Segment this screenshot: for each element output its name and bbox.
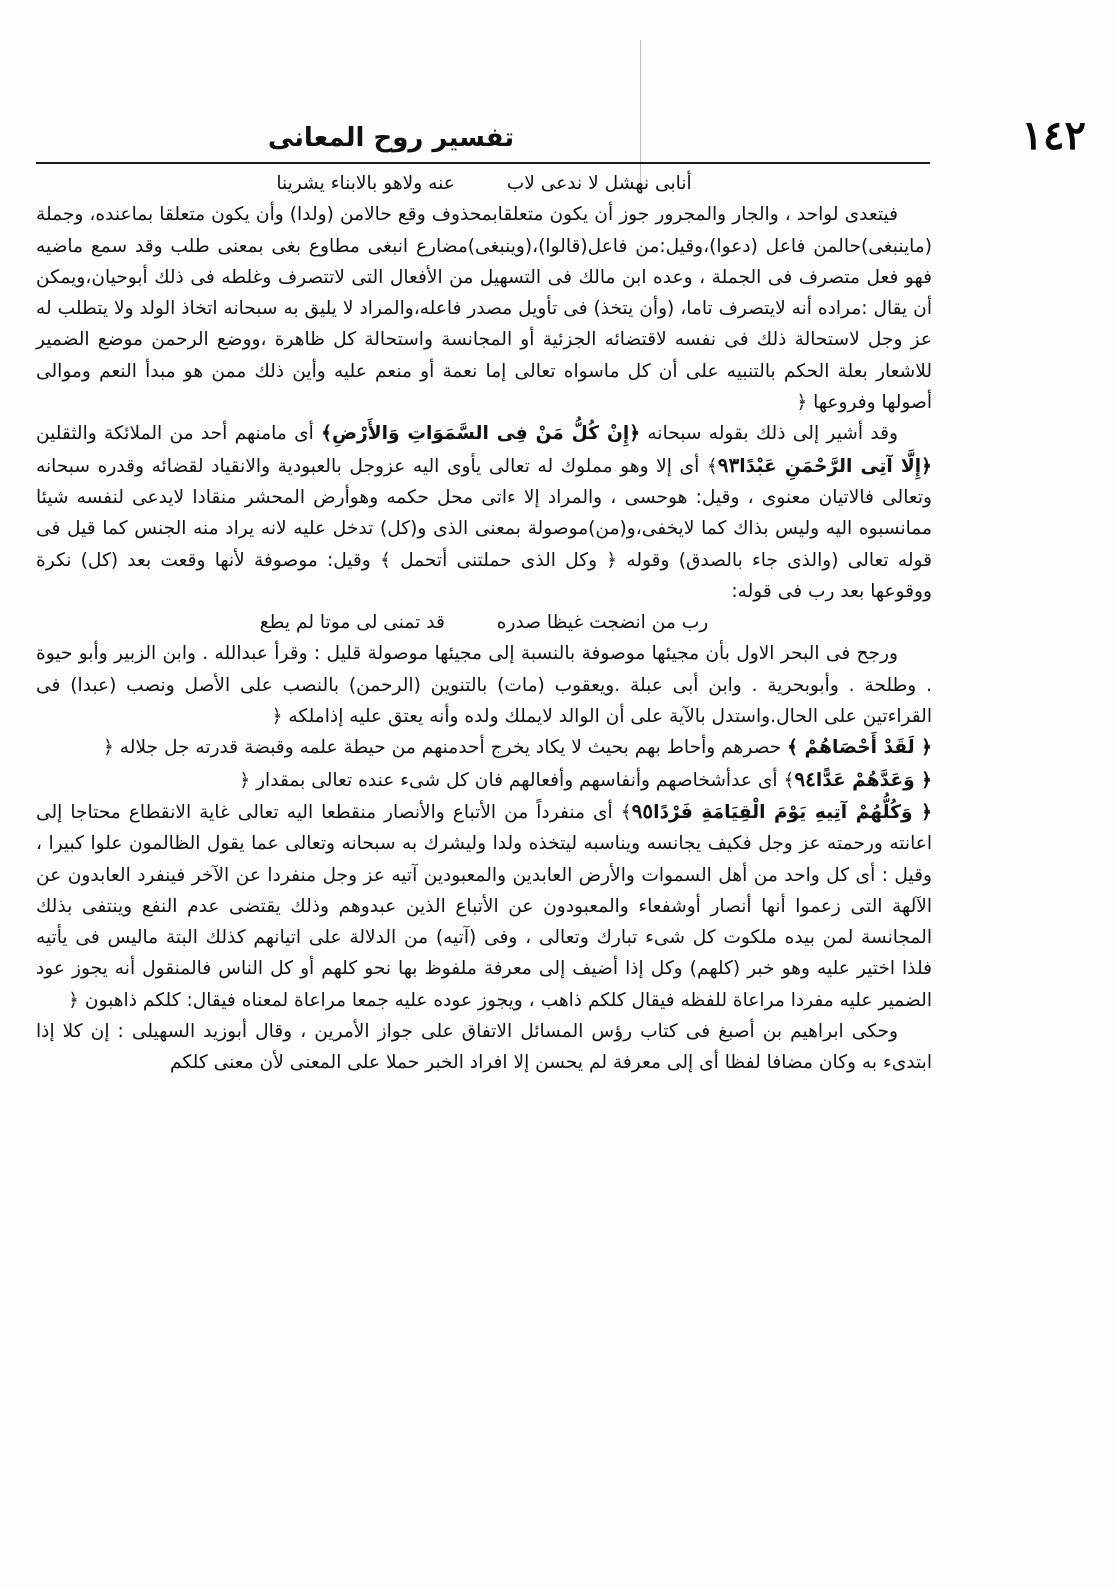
ayah-number-95: ٩٥	[631, 798, 654, 823]
quran-quote-2: ﴿إِلَّا آتِى الرَّحْمَنِ عَبْدًا	[739, 455, 932, 477]
header-rule	[36, 162, 930, 164]
paragraph-6-text: ﴾ أى منفرداً من الأتباع والأنصار منقطعا اليه تعالى غاية الانقطاع محتاجا إلى اعانته ورحمته عز وجل فكيف يجانسه ويناسبه ليتخذه ولدا وليشرك به سبحانه وتعالى عما يقول الظالمون علوا كبيرا ، وقيل : أى كل واحد من أهل السموات والأرض العابدين والمعبودين آتيه عز وجل منفردا عن الآخر فينفرد العابدون عن الآلهة التى زعموا أنها أنصار أوشفعاء والمعبودون عن الأتباع الذين عبدوهم وذلك يقتضى عدم النفع وينتفى بذلك المجانسة لمن بيده ملكوت كل شىء تبارك وتعالى ، وفى (آتيه) من الدلالة على اتيانهم كذلك البتة ماليس فى يأتيه فلذا اختير عليه وهو خبر (كلهم) وكل إذا أضيف إلى معرفة ملفوظ بها نحو كلهم أو كل الناس فالمنقول أنه يجوز عود الضمير عليه مفردا مراعاة للفظه فيقال كلكم ذاهب ، ويجوز عوده عليه جمعا مراعاة لمعناه فيقال: كلكم ذاهبون ﴿	[36, 801, 932, 1011]
paragraph-2-lead: وقد أشير إلى ذلك بقوله سبحانه	[647, 423, 898, 445]
paragraph-2-part-b: ﴾ أى إلا وهو مملوك له تعالى يأوى اليه عزوجل بالعبودية والانقياد لقضائه وقدره سبحانه وتعالى فالاتيان معنوى ، وقيل: هوحسى ، والمراد إلا ءاتى محل حكمه وهوأرض المحشر منقادا لايدعى لنفسه شيئا ممانسبوه اليه وليس بذاك كما لايخفى،و(من)موصولة بمعنى الذى و(كل) تدخل عليه لانه يراد منه الجنس كما قيل فى قوله تعالى (والذى جاء بالصدق) وقوله ﴿ وكل الذى حملتنى أتحمل ﴾ وقيل: موصوفة لأنها وقعت بعد (كل) نكرة ووقوعها بعد رب فى قوله:	[36, 455, 932, 602]
quran-quote-5: ﴿ وَكُلُّهُمْ آتِيهِ يَوْمَ الْقِيَامَةِ فَرْدًا	[653, 801, 932, 823]
quran-quote-1: ﴿إِنْ كُلُّ مَنْ فِى السَّمَوَاتِ وَالأَرْضِ﴾	[321, 423, 641, 445]
page-number: ١٤٢	[1021, 112, 1086, 159]
paragraph-5	[36, 764, 932, 796]
paragraph-2-part-a: أى مامنهم أحد من الملائكة والثقلين	[36, 423, 314, 445]
verse-2-hemistich-b: قد تمنى لى موتا لم يطع	[259, 612, 445, 634]
ayah-number-94: ٩٤	[794, 766, 816, 791]
verse-2-hemistich-a: رب من انضجت غيظا صدره	[496, 612, 709, 634]
paragraph-2	[36, 418, 932, 607]
verse-1-hemistich-a: أنابى نهشل لا ندعى لاب	[506, 173, 692, 194]
paragraph-4	[36, 732, 932, 763]
verse-1-hemistich-b: عنه ولاهو بالابناء يشرينا	[276, 173, 455, 194]
body-text	[36, 168, 932, 1550]
ayah-number-93: ٩٣	[717, 452, 740, 477]
paragraph-1: فيتعدى لواحد ، والجار والمجرور جوز أن يكون متعلقابمحذوف وقع حالامن (ولدا) وأن يكون متعلقا بماعنده، وجملة (ماينبغى)حالمن فاعل (دعوا)،وقيل:من فاعل(قالوا)،(وينبغى)مضارع انبغى مطاوع بغى بمعنى طلب وقد سمع ماضيه فهو فعل متصرف فى الجملة ، وعده ابن مالك فى التسهيل من الأفعال التى لاتتصرف وغلطه فى ذلك أبوحيان،ويمكن أن يقال :مراده أنه لايتصرف تاما، (وأن يتخذ) فى تأويل مصدر فاعله،والمراد لا يليق به سبحانه اتخاذ الولد ولا يتطلب له عز وجل لاستحالة ذلك فى نفسه لاقتضائه الجزئية أو المجانسة واستحالة كل ظاهرة ،ووضع الرحمن موضع الضمير للاشعار بعلة الحكم بالتنبيه على أن كل ماسواه تعالى إما نعمة أو منعم عليه وأين ذلك ممن هو مبدأ النعم وموالى أصولها وفروعها ﴿	[36, 204, 932, 414]
paragraph-5-text: ﴾ أى عدأشخاصهم وأنفاسهم وأفعالهم فان كل شىء عنده تعالى بمقدار ﴿	[239, 769, 795, 791]
paragraph-4-text: حصرهم وأحاط بهم بحيث لا يكاد يخرج أحدمنهم من حيطة علمه وقبضة قدرته جل جلاله ﴿	[103, 737, 782, 759]
paragraph-7: وحكى ابراهيم بن أصبغ فى كتاب رؤس المسائل الاتفاق على جواز الأمرين ، وقال أبوزيد السهيلى : إن كلا إذا ابتدىء به وكان مضافا لفظا أى إلى معرفة لم يحسن إلا افراد الخبر حملا على المعنى لأن معنى كلكم	[36, 1021, 932, 1074]
running-title: تفسير روح المعانى	[267, 123, 515, 153]
poem-verse-2	[36, 607, 932, 638]
quran-quote-3: ﴿ لَقَدْ أَحْصَاهُمْ ﴾	[787, 737, 932, 759]
paragraph-6	[36, 796, 932, 1016]
poem-verse-1	[36, 168, 932, 199]
page-header	[36, 108, 1086, 164]
paragraph-3: ورجح فى البحر الاول بأن مجيئها موصوفة بالنسبة إلى مجيئها موصولة قليل : وقرأ عبدالله . وابن الزبير وأبو حيوة . وطلحة . وأبوبحرية . وابن أبى عبلة .ويعقوب (مات) بالتنوين (الرحمن) بالنصب على الأصل ونصب (عبدا) فى القراءتين على الحال.واستدل بالآية على أن الوالد لايملك ولده وأنه يعتق عليه إذاملكه ﴿	[36, 643, 932, 728]
quran-quote-4: ﴿ وَعَدَّهُمْ عَدًّا	[815, 769, 932, 791]
